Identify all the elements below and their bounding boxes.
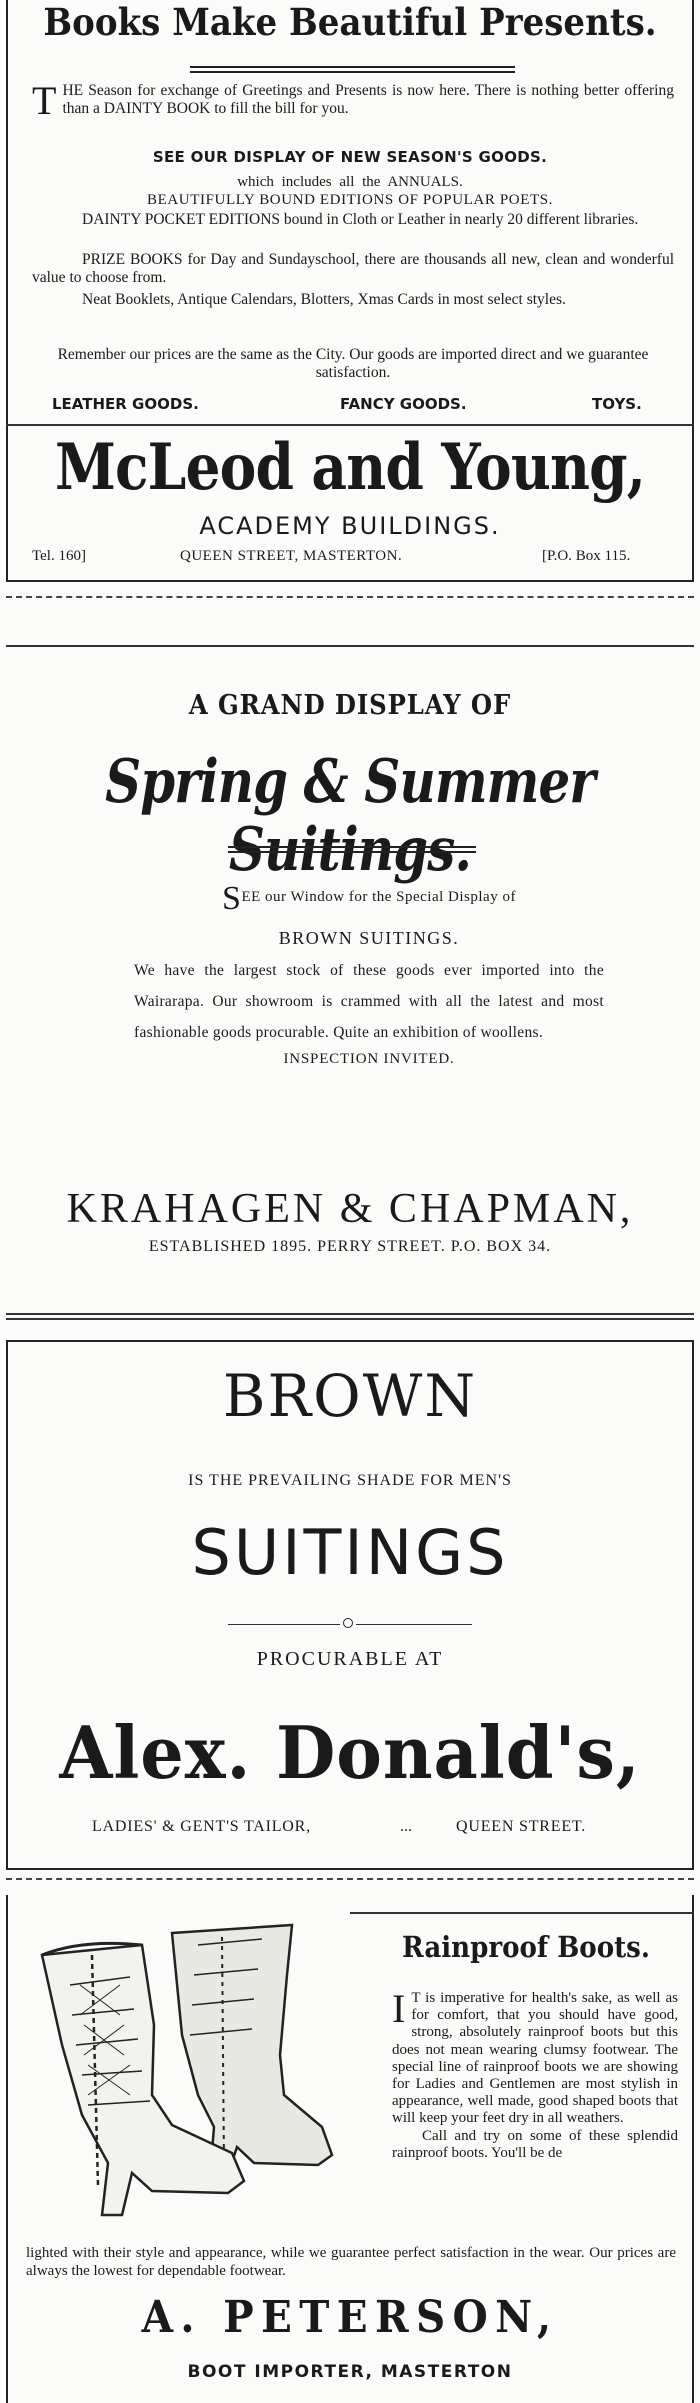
ad1-pocket-para: DAINTY POCKET EDITIONS bound in Cloth or Leather in nearly 20 different libraries.	[82, 211, 639, 228]
ad2-firm: KRAHAGEN & CHAPMAN,	[66, 1186, 634, 1232]
separator-1	[6, 596, 694, 598]
ad2-para: We have the largest stock of these goods ever imported into the Wairarapa. Our showroom is crammed with all the latest and most fashionable goods procurable. Quite an exhibition of woollens.	[134, 962, 604, 1041]
ad1-category-leather: LEATHER GOODS.	[52, 395, 199, 413]
separator-4	[6, 1318, 694, 1320]
ad1-street: QUEEN STREET, MASTERTON.	[180, 548, 403, 564]
ad2-line2: BROWN SUITINGS.	[278, 928, 460, 948]
ad1-prices-para: Remember our prices are the same as the City. Our goods are imported direct and we guarantee satisfaction.	[57, 346, 649, 381]
separator-5	[6, 1878, 694, 1880]
ad3-line: IS THE PREVAILING SHADE FOR MEN'S	[188, 1472, 512, 1489]
ad3-procurable: PROCURABLE AT	[256, 1648, 444, 1670]
ad3-firm: Alex. Donald's,	[59, 1710, 641, 1795]
ad3-brown: BROWN	[222, 1362, 478, 1430]
ad4-body-block	[392, 1986, 678, 2162]
ad4-frame-right	[692, 1895, 694, 2403]
ad4-para2-end: lighted with their style and appearance, while we guarantee perfect satisfaction in the wear. Our prices are always the lowest for dependable footwear.	[26, 2245, 676, 2279]
ad4-top-rule	[350, 1912, 694, 1914]
ad1-headline: Books Make Beautiful Presents.	[43, 0, 657, 44]
ad1-display-heading: SEE OUR DISPLAY OF NEW SEASON'S GOODS.	[152, 148, 548, 166]
ad1-category-fancy: FANCY GOODS.	[340, 395, 467, 413]
ad1-tel: Tel. 160]	[32, 548, 86, 564]
ad3-rule-ornament	[343, 1618, 353, 1628]
ad4-frame-left	[6, 1895, 8, 2403]
ad3-footer-right: QUEEN STREET.	[456, 1818, 587, 1835]
ad4-firm: A. PETERSON,	[141, 2292, 559, 2343]
ad1-category-toys: TOYS.	[592, 395, 642, 413]
ad1-intro-block	[32, 78, 674, 123]
ad2-headline: Spring & Summer Suitings.	[105, 747, 595, 885]
ad3-rule-left	[228, 1624, 340, 1625]
ad1-intro: HE Season for exchange of Greetings and Presents is now here. There is nothing better offering than a DAINTY BOOK to fill the bill for you.	[62, 82, 674, 117]
ad1-dropcap: T	[32, 78, 57, 123]
ad1-firm: McLeod and Young,	[54, 430, 646, 505]
ad4-para2-start: Call and try on some of these splendid rainproof boots. You'll be de	[392, 2127, 678, 2161]
ad4-dropcap: I	[392, 1986, 406, 2031]
boots-illustration	[22, 1915, 347, 2235]
ad4-headline: Rainproof Boots.	[402, 1930, 650, 1964]
ad1-poets-line: BEAUTIFULLY BOUND EDITIONS OF POPULAR POETS.	[146, 192, 554, 208]
ad2-invite: INSPECTION INVITED.	[283, 1051, 455, 1067]
ad2-line1: EE our Window for the Special Display of	[241, 889, 516, 905]
ad1-po-box: [P.O. Box 115.	[542, 548, 631, 564]
ad2-double-rule	[228, 846, 476, 853]
separator-3	[6, 1313, 694, 1315]
ad3-rule-right	[356, 1624, 472, 1625]
separator-2	[6, 645, 694, 647]
ad3-suitings: SUITINGS	[191, 1516, 509, 1589]
ad2-body-block	[134, 880, 604, 1068]
ad1-prize-para: PRIZE BOOKS for Day and Sundayschool, there are thousands all new, clean and wonderful value to choose from.	[32, 251, 674, 286]
ad1-double-rule	[190, 66, 515, 73]
ad1-booklets-para: Neat Booklets, Antique Calendars, Blotters, Xmas Cards in most select styles.	[82, 291, 566, 308]
ad1-annuals-line: which includes all the ANNUALS.	[237, 174, 463, 190]
ad2-dropcap: S	[222, 880, 242, 917]
ad2-established: ESTABLISHED 1895. PERRY STREET. P.O. BOX 34.	[148, 1238, 552, 1255]
ad2-kicker: A GRAND DISPLAY OF	[188, 690, 512, 721]
ad3-footer-mid: ...	[400, 1818, 412, 1835]
ad4-para1: T is imperative for health's sake, as well as for comfort, that you should have good, strong, absolutely rainproof boots but this does not mean wearing clumsy footwear. The special line of rainproof boots we are showing for Ladies and Gentlemen are most stylish in appearance, well made, good shaped boots that will keep your feet dry in all weathers.	[392, 1990, 678, 2127]
ad4-footer: BOOT IMPORTER, MASTERTON	[187, 2362, 513, 2382]
ad1-building: ACADEMY BUILDINGS.	[199, 512, 501, 540]
ad3-footer-left: LADIES' & GENT'S TAILOR,	[92, 1818, 311, 1835]
ad1-divider	[6, 424, 694, 426]
